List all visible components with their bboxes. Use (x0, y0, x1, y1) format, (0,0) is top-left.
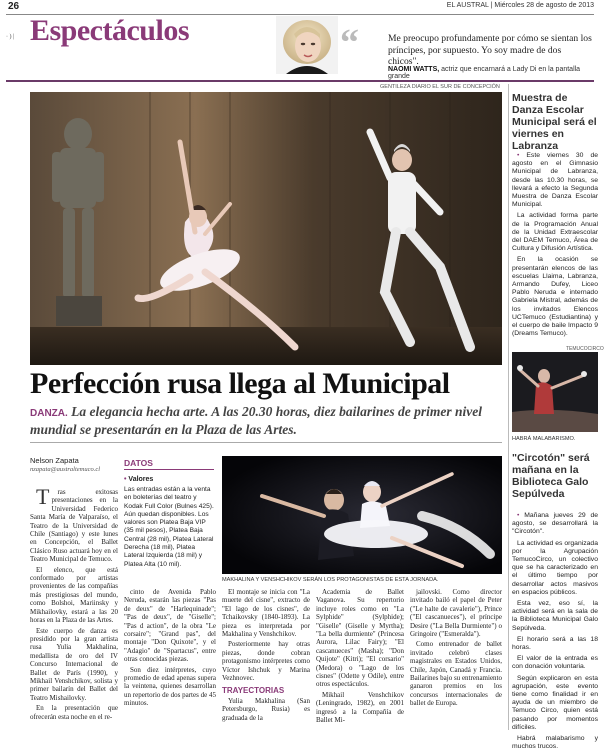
quote-attribution (388, 66, 600, 80)
trayectorias-subhead: TRAYECTORIAS (222, 686, 285, 695)
paragraph: cinto de Avenida Pablo Neruda, estarán las piezas "Pas de deux" de "Harlequinade"; "Pas de deux", de "Giselle"; "Pas d action", de la obra "Le corsaire"; "Grand pas", del montaje "Don Quixote", y el "Adagio" de "Spartacus", entre otras conocidas piezas. (124, 588, 216, 664)
circus-photo (512, 352, 598, 432)
paragraph: Mikhail Venshchikov (Leningrado, 1982), en 2001 ingresó a la Compañía de Ballet Mi- (316, 690, 404, 725)
paragraph (512, 512, 598, 537)
sidebar-story-1-body (512, 152, 598, 341)
subhead (30, 404, 502, 438)
byline-email[interactable]: nzapata@australtemuco.cl (30, 466, 101, 473)
sidebar-rule (508, 84, 509, 730)
paragraph: Como entrenador de ballet invitado celebró clases magistrales en Estados Unidos, Chile, Japón, Canadá y Francia. Bailarines bajo su entrenamiento ganaron premios en los concursos internacionales de ballet de Europa. (410, 640, 502, 708)
paragraph-text: Mañana jueves 29 de agosto, se desarrollará la "Circotón". (512, 512, 599, 536)
datos-subtitle (124, 476, 153, 483)
subhead-rule (30, 442, 502, 443)
story-column-3-continued (222, 697, 310, 724)
paragraph: En la presentación que ofrecerán esta noche en el re- (30, 704, 118, 721)
paragraph: El valor de la entrada es con donación voluntaria. (512, 655, 598, 671)
sidebar-story-2-body (512, 512, 598, 754)
dancers-photo (222, 456, 502, 574)
headline: Perfección rusa llega al Municipal (30, 367, 450, 400)
quote-author: NAOMI WATTS, (388, 66, 440, 73)
paragraph: Yulia Makhalina (San Petersburgo, Rusia) es graduada de la (222, 697, 310, 722)
register-marks: · ) | (6, 34, 15, 40)
paragraph: Habrá malabarismo y muchos trucos. (512, 735, 598, 751)
pull-quote: Me preocupo profundamente por cómo se sientan los príncipes, por supuesto. Yo soy madre de dos chicos". (388, 33, 592, 67)
section-title: Espectáculos (30, 14, 189, 47)
paragraph-text: Este viernes 30 de agosto en el Gimnasio Municipal de Labranza, desde las 10.30 horas, se llevará a efecto la Segunda Muestra de Danza Escolar Municipal. (512, 152, 599, 209)
paragraph: La actividad forma parte de la Programación Anual de la Unidad Extraescolar del DAEM Temuco, Área de Cultura y Difusión Artística. (512, 212, 598, 253)
story-column-1 (30, 484, 118, 723)
paragraph: El montaje se inicia con "La muerte del cisne", extracto de "El lago de los cisnes", de Tchaikovsky (1840-1893). La pieza es interpretada por Makhalina y Venshchikov. (222, 588, 310, 639)
paragraph: Esta vez, eso sí, la actividad será en la sala de la Biblioteca Municipal Galo Sepúlveda. (512, 600, 598, 632)
sidebar-story-2-title: "Circotón" será mañana en la Biblioteca Galo Sepúlveda (512, 452, 590, 500)
paragraph (512, 152, 598, 209)
story-column-3 (222, 588, 310, 684)
story-column-4 (316, 588, 404, 727)
datos-sub-label: Valores (128, 476, 154, 483)
paragraph: La actividad es organizada por la Agrupación TemucoCirco, un colectivo que se ha caracterizado en el último tiempo por desarrollar actos masivos en espacios públicos. (512, 539, 598, 596)
paragraph: Este cuerpo de danza es presidido por la gran artista rusa Yulia Makhalina, medallista de oro del IV Concurso Internacional de Ballet de París (1990), y Mikhail Venshchikov, solista y primer bailarín del Ballet del Teatro Mishailovky. (30, 626, 118, 702)
story-column-5 (410, 588, 502, 710)
portrait-photo (276, 16, 338, 74)
paragraph: jailovski. Como director invitado bailó el papel de Peter ("Le halte de cavalerie"), Prince ("El cascanueces"), el príncipe Desire ("La Bella Durmiente") o Gringoire ("Esmeralda"). (410, 588, 502, 639)
photo-credit: GENTILEZA DIARIO EL SUR DE CONCEPCIÓN (380, 84, 500, 90)
page-number: 26 (8, 1, 20, 12)
bullet-icon: • (517, 512, 520, 519)
subhead-text: La elegancia hecha arte. A las 20.30 horas, diez bailarines de primer nivel mundial se presentarán en la Plaza de las Artes. (30, 404, 483, 437)
datos-title: DATOS (124, 458, 214, 470)
paragraph: El horario será a las 18 horas. (512, 635, 598, 652)
paragraph: Academia de Ballet Vaganova. Su repertorio incluye roles como en "La Sylphide" (Sylphide); "Giselle" (Giselle y Myrtha); "La bella durmiente" (Princesa Aurora, Lilac Fairy); "El cascanueces" (Masha); "Don Quijote" (Kitri); "El corsario" (Medora) o "Lago de los cisnes" (Odette y Odile), entre otros espectáculos. (316, 588, 404, 689)
paragraph: Posteriormente hay otras piezas, donde cobran protagonismo intérpretes como Víctor Ishchuk y Marina Vezhnovec. (222, 640, 310, 683)
masthead-date: EL AUSTRAL | Miércoles 28 de agosto de 2013 (446, 2, 594, 9)
header-rule (6, 80, 594, 82)
bullet-icon: • (124, 476, 127, 483)
datos-text: Las entradas están a la venta en boleterías del teatro y Kodak Full Color (Bulnes 425). Aún quedan disponibles. Los valores son Platea Baja VIP (35 mil pesos), Platea Baja Central (28 mil), Platea Lateral Derecha (18 mil), Platea Lateral Izquierda (18 mil) y Platea Alta (10 mil). (124, 486, 214, 568)
paragraph: Tras exitosas presentaciones en la Universidad Federico Santa María de Valparaíso, el Teatro de la Universidad de Chile (Santiago) y este lunes en Concepción, el Ballet Clásico Ruso actuará hoy en el Teatro Municipal de Temuco. (30, 484, 118, 564)
paragraph: Son diez intérpretes, cuyo promedio de edad apenas supera la veintena, quienes desarrollan un repertorio de dos partes de 45 minutos. (124, 665, 216, 708)
kicker: DANZA. (30, 408, 68, 419)
sidebar-photo-credit: TEMUCOCIRCO (566, 346, 604, 352)
sidebar-story-1-title: Muestra de Danza Escolar Municipal será el viernes en Labranza (512, 92, 597, 152)
byline: Nelson Zapata (30, 456, 79, 465)
quote-mark: “ (340, 22, 359, 64)
ballet-photo (30, 92, 502, 365)
paragraph: El elenco, que está conformado por artistas provenientes de las compañías más prestigiosas del mundo, como Bolshoi, Mariinsky y Mikhailovky, estará a las 20 horas en la Plaza de las Artes. (30, 565, 118, 625)
story-column-2 (124, 588, 216, 710)
bullet-icon: • (517, 152, 520, 159)
paragraph: Según explicaron en esta agrupación, este evento tiene como finalidad ir en ayuda de un miembro de Temuco Circo, quien está pasando por momentos difíciles. (512, 674, 598, 731)
paragraph: En la ocasión se presentarán elencos de las escuelas Llaima, Labranza, Armando Dufey, Liceo Pablo Neruda e internado Gabriela Mistral, además de los invitados Elencos UCTemuco (Estudiantina) y el cuerpo de baile Impacto 9 (Dreams Temuco). (512, 256, 598, 338)
photo-caption: MAKHALINA Y VENSHCHIKOV SERÁN LOS PROTAGONISTAS DE ESTA JORNADA. (222, 577, 439, 583)
sidebar-photo-caption: HABRÁ MALABARISMO. (512, 436, 576, 442)
quote-author-note: actriz que encarnará a Lady Di en la pantalla grande (388, 66, 581, 80)
